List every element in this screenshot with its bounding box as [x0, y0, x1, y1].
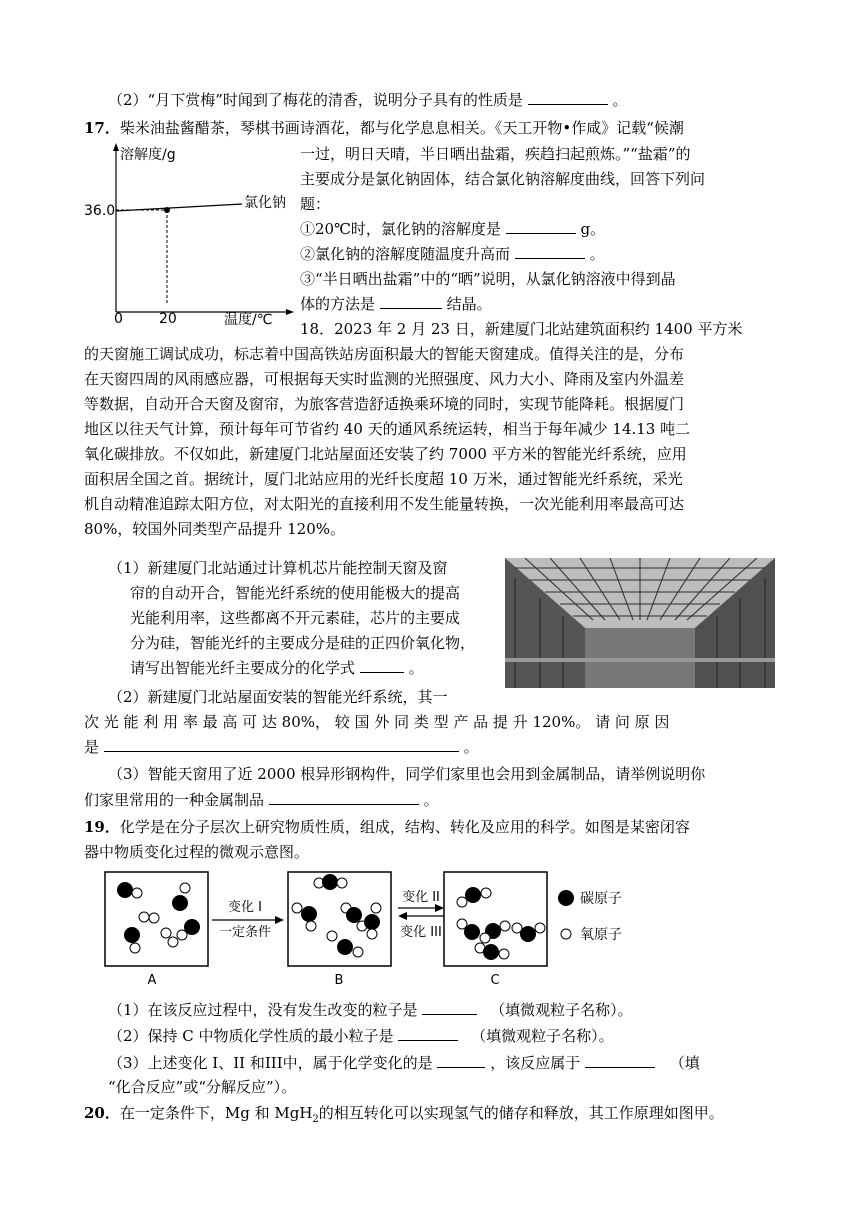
- q19-p2: （2）保持 C 中物质化学性质的最小粒子是 （填微观粒子名称）。: [108, 1027, 614, 1045]
- q17-sub2-blank[interactable]: [515, 244, 585, 259]
- q18-l7: 面积居全国之首。据统计，厦门北站应用的光纤长度超 10 万米，通过智能光纤系统，采光: [84, 470, 683, 488]
- box-c-particles: [457, 887, 545, 960]
- solubility-curve-chart: [84, 140, 299, 330]
- q17-stem-line1: 17．柴米油盐酱醋茶，琴棋书画诗酒花，都与化学息息相关。《天工开物•作咸》记载“候潮: [84, 119, 684, 137]
- label-c: C: [490, 973, 500, 988]
- q19-p3: （3）上述变化 I、II 和III中，属于化学变化的是 ，该反应属于 （填: [108, 1054, 700, 1072]
- q18-l9: 80%，较国外同类型产品提升 120%。: [84, 520, 345, 538]
- q18-p3-a: （3）智能天窗用了近 2000 根异形钢构件，同学们家里也会用到金属制品，请举例说明你: [108, 765, 706, 783]
- q17-sub1-blank[interactable]: [506, 219, 576, 234]
- q18-l4: 等数据，自动开合天窗及窗帘，为旅客营造舒适换乘环境的同时，实现节能降耗。根据厦门: [84, 395, 685, 413]
- q18-p2-blank[interactable]: [104, 737, 459, 752]
- q18-p2-a: （2）新建厦门北站屋面安装的智能光纤系统，其一: [108, 688, 448, 706]
- q18-l3: 在天窗四周的风雨感应器，可根据每天实时监测的光照强度、风力大小、降雨及室内外温差: [84, 370, 685, 388]
- q19-p1-blank[interactable]: [422, 1000, 477, 1015]
- label-change2: 变化 II: [402, 890, 440, 905]
- q18-l8: 机自动精准追踪太阳方位，对太阳光的直接利用不发生能量转换，一次光能利用率最高可达: [84, 495, 685, 513]
- station-skylight-photo: [505, 558, 775, 688]
- q16-part2: （2）“月下赏梅”时闻到了梅花的清香，说明分子具有的性质是 。: [108, 91, 628, 109]
- q17-sub3a: ③“半日晒出盐霜”中的“晒”说明，从氯化钠溶液中得到晶: [300, 270, 676, 288]
- label-condition: 一定条件: [218, 925, 272, 940]
- q17-stem-line4: 题：: [300, 195, 331, 213]
- q18-p1-e: 请写出智能光纤主要成分的化学式 。: [130, 659, 424, 677]
- q16-answer-blank[interactable]: [528, 90, 608, 105]
- y-tick-36: 36.0: [84, 203, 116, 219]
- label-b: B: [334, 973, 344, 988]
- q17-sub1: ①20℃时，氯化钠的溶解度是 g。: [300, 220, 606, 238]
- q18-l1: 18．2023 年 2 月 23 日，新建厦门北站建筑面积约 1400 平方米: [300, 320, 743, 338]
- q18-p1-d: 分为硅，智能光纤的主要成分是硅的正四价氧化物，: [130, 634, 476, 652]
- curve-label: 氯化钠: [244, 195, 286, 211]
- q17-sub3b: 体的方法是 结晶。: [300, 295, 492, 313]
- box-b-particles: [292, 874, 381, 957]
- micro-reaction-diagram: [100, 870, 660, 990]
- label-a: A: [147, 973, 157, 988]
- q17-number: 17．: [84, 119, 120, 137]
- q18-p2-c: 是 。: [84, 738, 479, 756]
- x-tick-20: 20: [159, 311, 177, 327]
- q19-number: 19．: [84, 818, 120, 836]
- q20-number: 20．: [84, 1104, 120, 1122]
- q19-stem-line2: 器中物质变化过程的微观示意图。: [84, 843, 310, 861]
- x-axis-arrow: [286, 309, 294, 315]
- y-axis-arrow: [113, 143, 119, 151]
- q17-stem-line2: 一过，明日天晴，半日晒出盐霜，疾趋扫起煎炼。”“盐霜”的: [300, 145, 691, 163]
- y-axis-label: 溶解度/g: [120, 147, 176, 163]
- q17-sub3-blank[interactable]: [380, 294, 442, 309]
- q19-p1: （1）在该反应过程中，没有发生改变的粒子是 （填微观粒子名称）。: [108, 1001, 633, 1019]
- q18-p3-b: 们家里常用的一种金属制品 。: [84, 791, 439, 809]
- x-axis-label: 温度/℃: [224, 312, 273, 328]
- q18-l5: 地区以往天气计算，预计每年可节省约 40 天的通风系统运转，相当于每年减少 14.13 吨二: [84, 420, 691, 438]
- legend-oxygen-symbol: [561, 929, 571, 939]
- q17-sub2: ②氯化钠的溶解度随温度升高而 。: [300, 245, 605, 263]
- q18-p1-a: （1）新建厦门北站通过计算机芯片能控制天窗及窗: [108, 559, 448, 577]
- origin-label: 0: [114, 311, 123, 327]
- data-point-20c: [164, 207, 170, 213]
- label-change3: 变化 III: [400, 925, 442, 940]
- q19-stem-line1: 19．化学是在分子层次上研究物质性质，组成，结构、转化及应用的科学。如图是某密闭容: [84, 818, 690, 836]
- q18-p2-b: 次 光 能 利 用 率 最 高 可 达 80%， 较 国 外 同 类 型 产 品 提 升 120%。 请 问 原 因: [84, 713, 670, 731]
- q16-text: （2）“月下赏梅”时闻到了梅花的清香，说明分子具有的性质是: [108, 91, 523, 109]
- q17-stem-line3: 主要成分是氯化钠固体，结合氯化钠溶解度曲线，回答下列问: [300, 170, 706, 188]
- q19-p3-blank2[interactable]: [585, 1053, 655, 1068]
- q19-p3-d: “化合反应”或“分解反应”）。: [108, 1078, 297, 1096]
- q18-p1-c: 光能利用率，这些都离不开元素硅，芯片的主要成: [130, 609, 461, 627]
- q18-l6: 氧化碳排放。不仅如此，新建厦门北站屋面还安装了约 7000 平方米的智能光纤系统，应用: [84, 445, 687, 463]
- box-a-particles: [117, 882, 200, 953]
- q19-p3-blank1[interactable]: [437, 1053, 485, 1068]
- q18-p3-blank[interactable]: [269, 790, 419, 805]
- label-change1: 变化 I: [228, 900, 262, 915]
- q18-p1-b: 帘的自动开合，智能光纤系统的使用能极大的提高: [130, 584, 461, 602]
- nacl-curve: [116, 204, 242, 211]
- legend-carbon-symbol: [558, 890, 574, 906]
- q18-p1-blank[interactable]: [360, 658, 404, 673]
- legend-carbon-label: 碳原子: [580, 891, 622, 907]
- q19-p2-blank[interactable]: [398, 1026, 458, 1041]
- q20-stem: 20．在一定条件下，Mg 和 MgH$_2$的相互转化可以实现氢气的储存和释放，其工作原理如图甲。: [84, 1104, 724, 1125]
- q18-l2: 的天窗施工调试成功，标志着中国高铁站房面积最大的智能天窗建成。值得关注的是，分布: [84, 345, 685, 363]
- legend-oxygen-label: 氧原子: [580, 927, 622, 943]
